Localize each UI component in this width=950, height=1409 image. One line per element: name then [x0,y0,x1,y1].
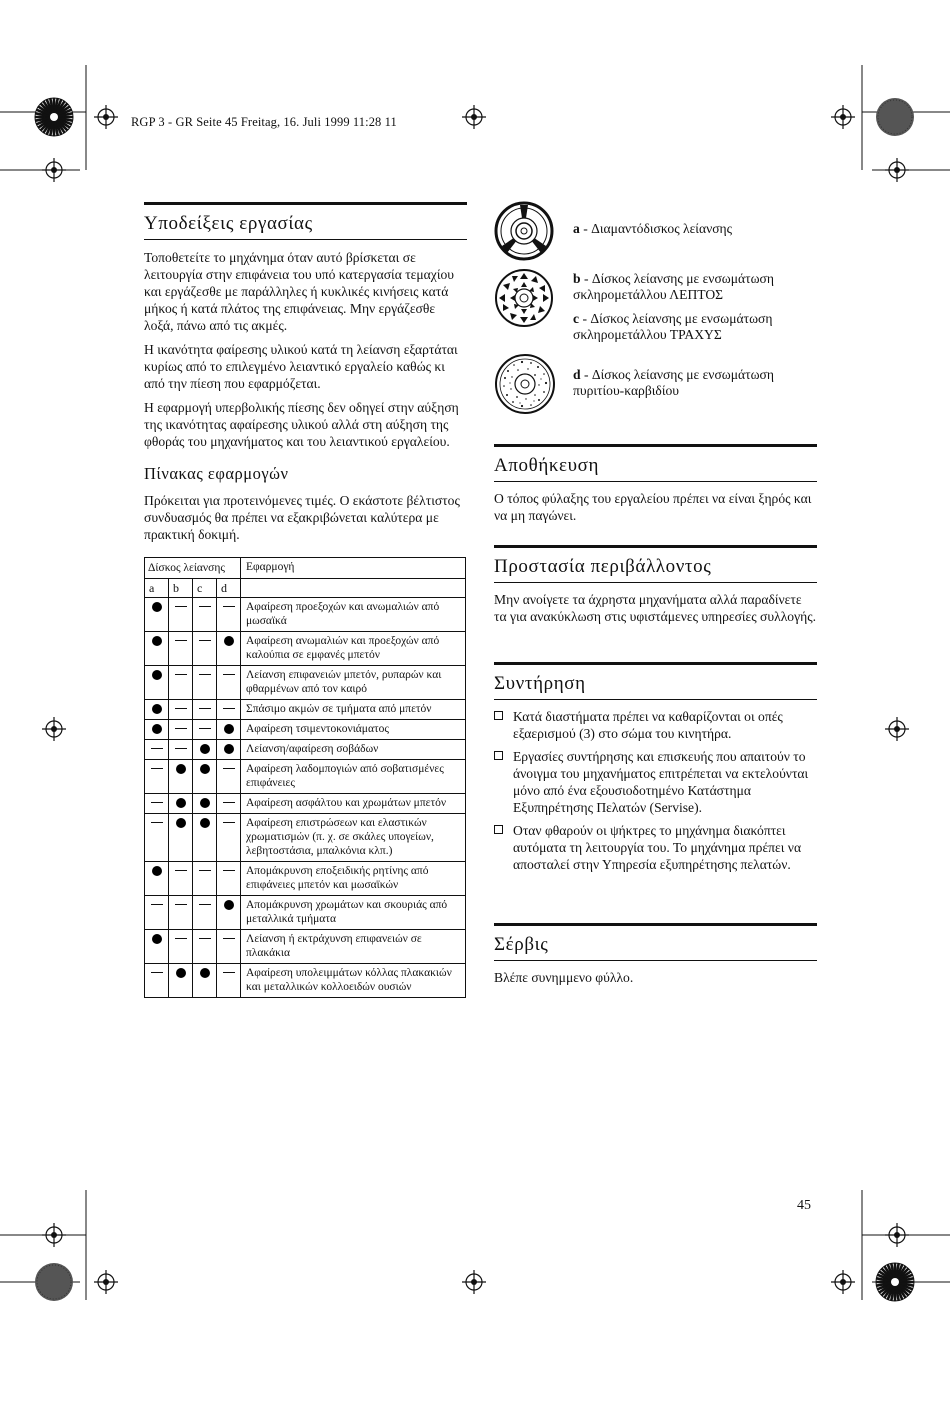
disc-d-silicon-carbide-icon [494,353,556,415]
paragraph: Τοποθετείτε το μηχάνημα όταν αυτό βρίσκεται σε λειτουργία στην επιφάνεια του υπό κατεργασία τεμαχίου και εργάζεσθε με παράλληλες ή κυκλικές κινήσεις κατά μήκος ή κατά πλάτος της επιφάνειας. Μην εργάζεσθε λοξά, πάνω από τις ακμές. [144,250,455,333]
maintenance-item: Εργασίες συντήρησης και επισκευής που απαιτούν το άνοιγμα του μηχανήματος επιτρέπεται να εκτελούνται μόνο από ένα εξουσιοδοτημένο Κατάστημα Εξυπηρέτησης Πελατών (Servise). [494,748,817,816]
paragraph: Πρόκειται για προτεινόμενες τιμές. Ο εκάστοτε βέλτιστος συνδυασμός θα πρέπει να εξακριβώνεται καλύτερα με πρακτική δοκιμή. [144,493,460,542]
maintenance-item: Κατά διαστήματα πρέπει να καθαρίζονται οι οπές εξαερισμού (3) στο σώμα του κινητήρα. [494,708,817,742]
application-text: Λείανση/αφαίρεση σοβάδων [241,740,466,760]
dash-icon [151,972,163,973]
dash-icon [199,640,211,641]
dash-icon [151,768,163,769]
section-title-maintenance: Συντήρηση [494,673,586,694]
application-text: Απομάκρυνση χρωμάτων και σκουριάς από μεταλλικά τμήματα [241,896,466,930]
filled-dot-icon [152,670,162,680]
left-column [144,202,467,998]
section-title-work-tips: Υποδείξεις εργασίας [144,213,313,234]
table-row [145,632,466,666]
dash-icon [175,708,187,709]
table-row [145,740,466,760]
section-title-environment: Προστασία περιβάλλοντος [494,556,712,577]
dash-icon [223,972,235,973]
application-text: Λείανση επιφανειών μπετόν, ρυπαρών και φθαρμένων από τον καιρό [241,666,466,700]
dash-icon [199,728,211,729]
col-d: d [217,579,241,598]
table-row [145,862,466,896]
col-c: c [193,579,217,598]
filled-dot-icon [200,744,210,754]
filled-dot-icon [152,602,162,612]
service-text: Βλέπε συνημμενο φύλλο. [494,970,634,985]
application-table [144,557,466,998]
dash-icon [175,728,187,729]
table-row [145,964,466,998]
dash-icon [175,606,187,607]
dash-icon [175,870,187,871]
filled-dot-icon [200,798,210,808]
page-number: 45 [797,1198,811,1213]
table-row [145,896,466,930]
col-b: b [169,579,193,598]
filled-dot-icon [200,818,210,828]
dash-icon [151,904,163,905]
subsection-title-applications: Πίνακας εφαρμογών [144,464,289,483]
dash-icon [223,708,235,709]
section-maintenance [494,662,817,879]
table-head-disc: Δίσκος λείανσης [145,558,241,579]
dash-icon [223,938,235,939]
application-text: Σπάσιμο ακμών σε τμήματα από μπετόν [241,700,466,720]
filled-dot-icon [152,724,162,734]
checkbox-square-icon [494,711,503,720]
filled-dot-icon [176,968,186,978]
dash-icon [199,938,211,939]
filled-dot-icon [200,968,210,978]
dash-icon [151,802,163,803]
dash-icon [151,822,163,823]
table-row [145,720,466,740]
application-text: Αφαίρεση προεξοχών και ανωμαλιών από μωσαϊκά [241,598,466,632]
filled-dot-icon [176,764,186,774]
paragraph: Η εφαρμογή υπερβολικής πίεσης δεν οδηγεί στην αύξηση της ικανότητας αφαίρεσης υλικού αλλά στη αύξηση της φθοράς του μηχανήματος και του λειαντικού εργαλείου. [144,400,459,449]
dash-icon [199,870,211,871]
dash-icon [199,606,211,607]
dash-icon [223,822,235,823]
application-text: Αφαίρεση υπολειμμάτων κόλλας πλακακιών και μεταλλικών κολλοειδών ουσιών [241,964,466,998]
filled-dot-icon [176,818,186,828]
dash-icon [175,748,187,749]
environment-text: Μην ανοίγετε τα άχρηστα μηχανήματα αλλά παραδίνετε τα για ανακύκλωση στις υφιστάμενες υπηρεσίες συλλογής. [494,592,816,624]
page-header: RGP 3 - GR Seite 45 Freitag, 16. Juli 1999 11:28 11 [131,115,397,129]
section-service [494,923,817,993]
application-text: Αφαίρεση επιστρώσεων και ελαστικών χρωματισμών (π. χ. σε σκάλες υπογείων, λεβητοστάσια, μπαλκόνια κλπ.) [241,814,466,862]
filled-dot-icon [152,636,162,646]
application-text: Αφαίρεση ασφάλτου και χρωμάτων μπετόν [241,794,466,814]
dash-icon [175,674,187,675]
legend-d: d - Δίσκος λείανσης με ενσωμάτωση πυριτίου-καρβιδίου [573,367,774,398]
dash-icon [223,768,235,769]
dash-icon [223,674,235,675]
application-text: Αφαίρεση ανωμαλιών και προεξοχών από καλούπια σε εμφανές μπετόν [241,632,466,666]
legend-b: b - Δίσκος λείανσης με ενσωμάτωση σκληρομετάλλου ΛΕΠΤΟΣ [573,271,774,302]
section-storage [494,444,817,531]
filled-dot-icon [200,764,210,774]
application-text: Απομάκρυνση εποξειδικής ρητίνης από επιφάνειες μπετόν και μωσαϊκών [241,862,466,896]
col-a: a [145,579,169,598]
filled-dot-icon [152,934,162,944]
maintenance-item: Οταν φθαρούν οι ψήκτρες το μηχάνημα διακόπτει αυτόματα τη λειτουργία του. Το μηχάνημα πρέπει να αποσταλεί στην Υπηρεσία εξυπηρέτησης πελατών. [494,822,817,873]
dash-icon [175,938,187,939]
table-row [145,666,466,700]
storage-text: Ο τόπος φύλαξης του εργαλείου πρέπει να είναι ξηρός και να μη παγώνει. [494,491,812,523]
section-title-service: Σέρβις [494,934,549,955]
paragraph: Η ικανότητα φαίρεσης υλικού κατά τη λείανση εξαρτάται κυρίως από το επιλεγμένο λειαντικό εργαλείο καθώς κι από την πίεση που εφαρμόζεται. [144,342,458,391]
legend-a: a - Διαμαντόδισκος λείανσης [573,221,733,236]
legend-c: c - Δίσκος λείανσης με ενσωμάτωση σκληρομετάλλου ΤΡΑΧΥΣ [573,311,773,342]
filled-dot-icon [152,866,162,876]
section-title-storage: Αποθήκευση [494,455,599,476]
table-row [145,930,466,964]
table-col-header-row [145,579,466,598]
dash-icon [223,870,235,871]
application-text: Λείανση ή εκτράχυνση επιφανειών σε πλακάκια [241,930,466,964]
checkbox-square-icon [494,751,503,760]
filled-dot-icon [224,636,234,646]
disc-b-c-carbide-icon [494,268,554,328]
filled-dot-icon [224,724,234,734]
checkbox-square-icon [494,825,503,834]
section-environment [494,545,817,632]
dash-icon [151,748,163,749]
dash-icon [223,606,235,607]
dash-icon [199,904,211,905]
dash-icon [199,674,211,675]
dash-icon [175,904,187,905]
dash-icon [175,640,187,641]
application-text: Αφαίρεση τσιμεντοκονιάματος [241,720,466,740]
table-row [145,760,466,794]
filled-dot-icon [176,798,186,808]
filled-dot-icon [152,704,162,714]
table-row [145,598,466,632]
application-text: Αφαίρεση λαδομπογιών από σοβατισμένες επιφάνειες [241,760,466,794]
table-row [145,814,466,862]
table-row [145,700,466,720]
table-head-application: Εφαρμογή [241,558,466,579]
disc-a-diamond-icon [494,201,554,261]
table-row [145,794,466,814]
dash-icon [199,708,211,709]
filled-dot-icon [224,900,234,910]
filled-dot-icon [224,744,234,754]
dash-icon [223,802,235,803]
